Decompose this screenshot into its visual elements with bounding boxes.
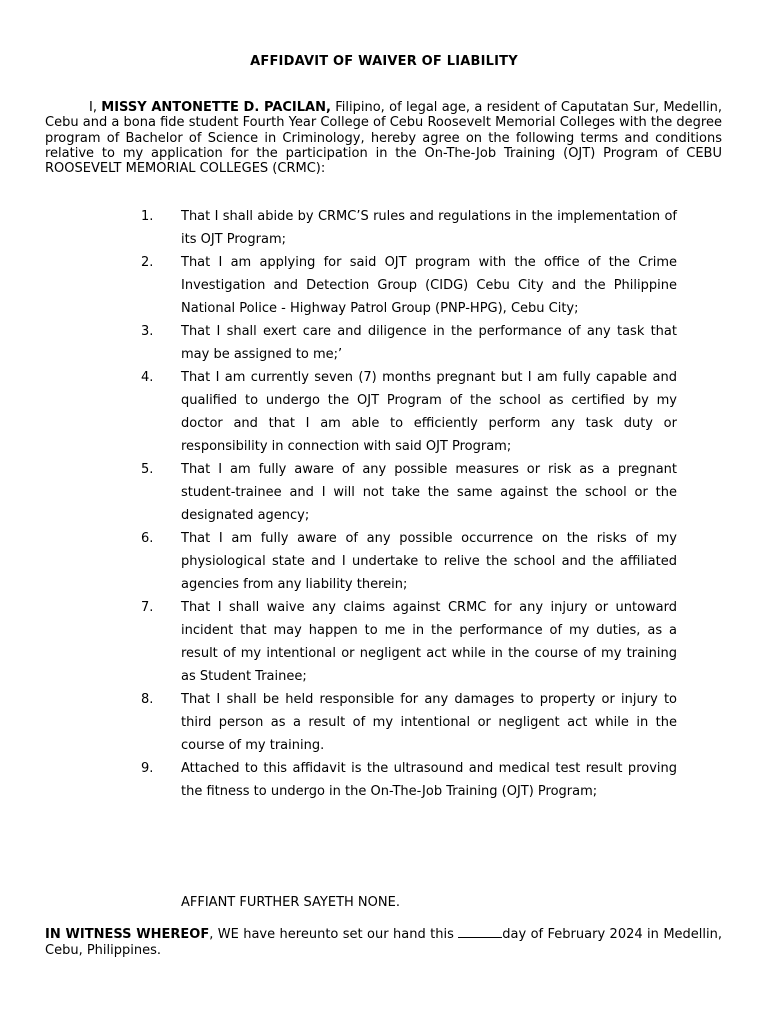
witness-part1: , WE have hereunto set our hand this: [209, 927, 459, 942]
list-item-number: 3.: [141, 324, 154, 339]
day-blank-line: [458, 926, 502, 938]
intro-body: Filipino, of legal age, a resident of Caputatan Sur, Medellin, Cebu and a bona fide student Fourth Year College of Cebu Roosevelt Memorial Colleges with the degree program of Bachelor of Science in Criminology, hereby agree on the following terms and conditions relative to my application for the participation in the On-The-Job Training (OJT) Program of CEBU ROOSEVELT MEMORIAL COLLEGES (CRMC):: [45, 100, 722, 177]
list-item-text: That I am currently seven (7) months pregnant but I am fully capable and qualified to undergo the OJT Program of the school as certified by my doctor and that I am able to efficiently perform any task duty or responsibility in connection with said OJT Program;: [181, 370, 677, 454]
list-item: [141, 688, 677, 757]
list-item-number: 1.: [141, 209, 154, 224]
list-item-text: That I shall abide by CRMC’S rules and regulations in the implementation of its OJT Program;: [181, 209, 677, 247]
list-item-text: That I am fully aware of any possible measures or risk as a pregnant student-trainee and I will not take the same against the school or the designated agency;: [181, 462, 677, 523]
witness-paragraph: [45, 926, 722, 959]
list-item: [141, 458, 677, 527]
further-statement: AFFIANT FURTHER SAYETH NONE.: [181, 895, 400, 910]
list-item: [141, 757, 677, 803]
list-item-number: 2.: [141, 255, 154, 270]
witness-lead: IN WITNESS WHEREOF: [45, 927, 210, 942]
list-item-text: Attached to this affidavit is the ultrasound and medical test result proving the fitness to undergo in the On-The-Job Training (OJT) Program;: [181, 761, 677, 799]
witness-part2: day of February 2024 in Medellin, Cebu, Philippines.: [45, 927, 722, 958]
list-item-text: That I am fully aware of any possible occurrence on the risks of my physiological state and I undertake to relive the school and the affiliated agencies from any liability therein;: [181, 531, 677, 592]
list-item-number: 8.: [141, 692, 154, 707]
list-item: [141, 205, 677, 251]
list-item-text: That I shall exert care and diligence in the performance of any task that may be assigned to me;’: [181, 324, 677, 362]
list-item: [141, 320, 677, 366]
list-item: [141, 366, 677, 458]
terms-list: [141, 205, 677, 803]
list-item-text: That I shall be held responsible for any damages to property or injury to third person as a result of my intentional or negligent act while in the course of my training.: [181, 692, 677, 753]
list-item-number: 5.: [141, 462, 154, 477]
list-item: [141, 527, 677, 596]
list-item-number: 4.: [141, 370, 154, 385]
list-item-number: 7.: [141, 600, 154, 615]
list-item: [141, 251, 677, 320]
intro-prefix: I,: [89, 100, 102, 115]
affiant-name: MISSY ANTONETTE D. PACILAN,: [101, 100, 331, 115]
document-title: AFFIDAVIT OF WAIVER OF LIABILITY: [250, 54, 518, 69]
intro-paragraph: [45, 100, 722, 176]
list-item-number: 6.: [141, 531, 154, 546]
list-item: [141, 596, 677, 688]
list-item-number: 9.: [141, 761, 154, 776]
list-item-text: That I am applying for said OJT program with the office of the Crime Investigation and Detection Group (CIDG) Cebu City and the Philippine National Police - Highway Patrol Group (PNP-HPG), Cebu City;: [181, 255, 677, 316]
list-item-text: That I shall waive any claims against CRMC for any injury or untoward incident that may happen to me in the performance of my duties, as a result of my intentional or negligent act while in the course of my training as Student Trainee;: [181, 600, 677, 684]
